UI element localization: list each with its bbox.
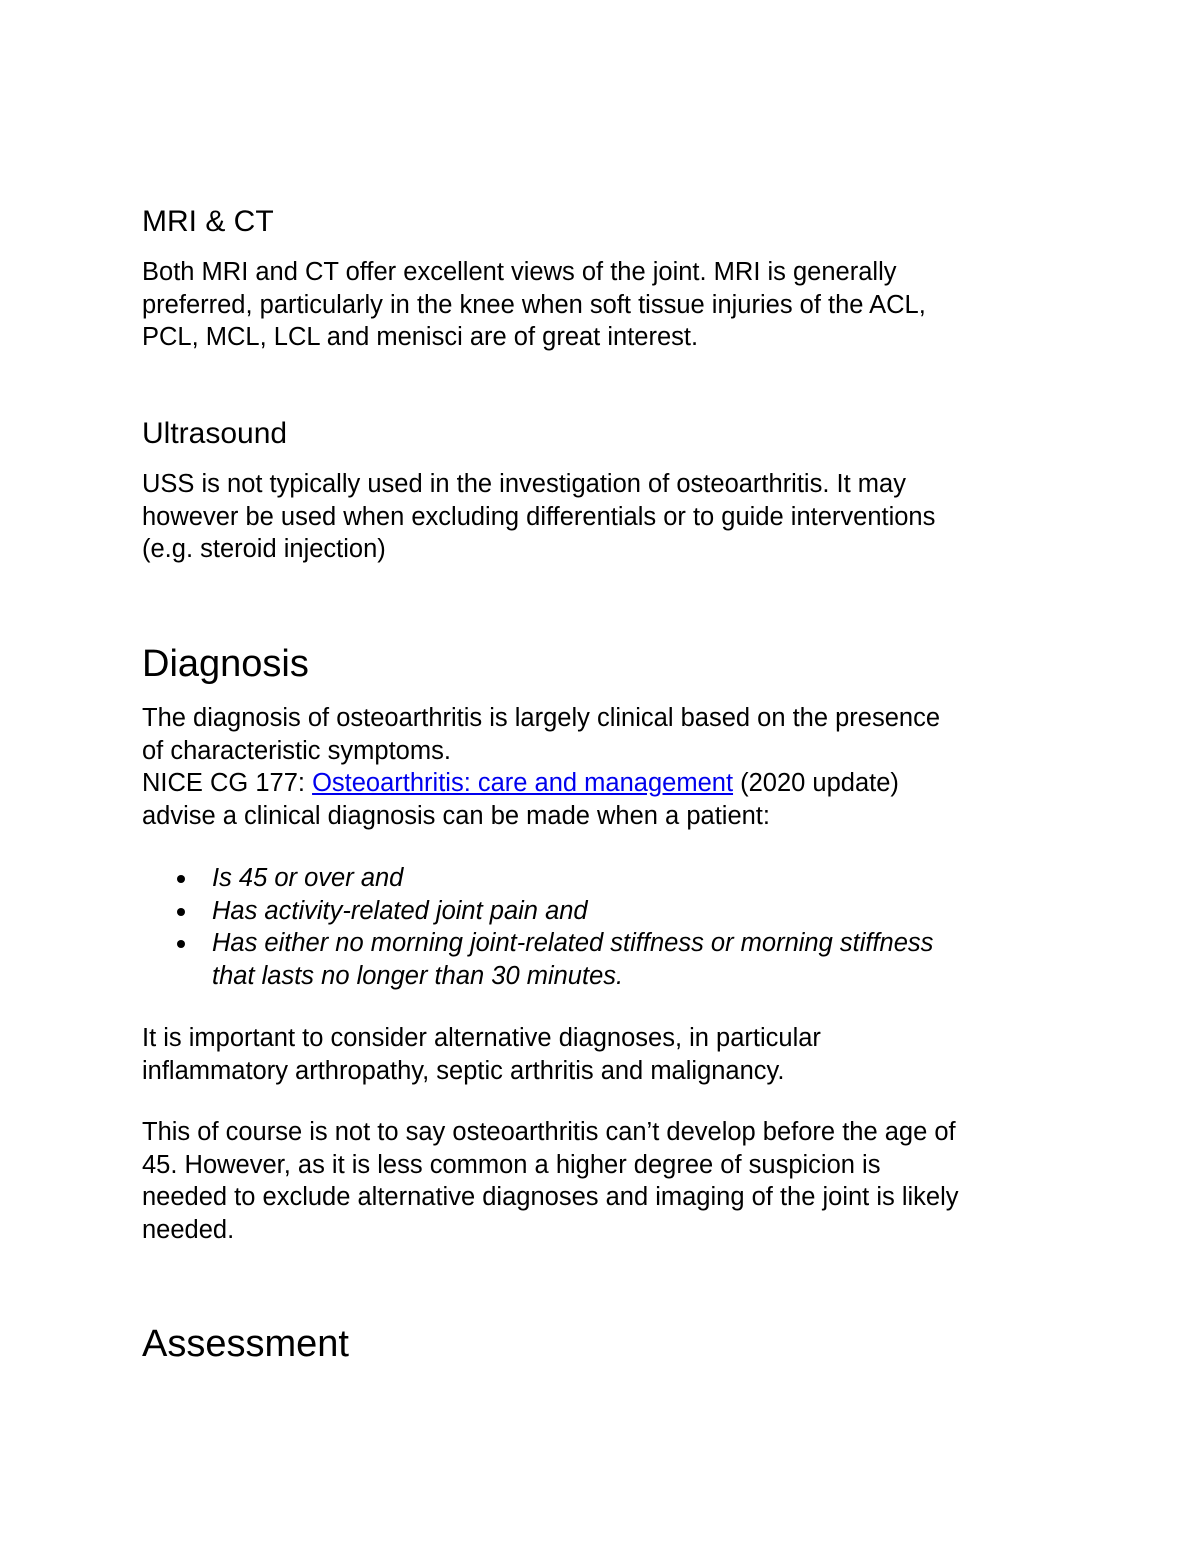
text-line: It is important to consider alternative diagnoses, in particular — [142, 1024, 821, 1052]
text-line: USS is not typically used in the investigation of osteoarthritis. It may — [142, 470, 906, 498]
text-line: Both MRI and CT offer excellent views of the joint. MRI is generally — [142, 258, 897, 286]
paragraph-ultrasound — [142, 468, 1072, 566]
nice-suffix: (2020 update) — [733, 769, 899, 797]
heading-assessment: Assessment — [142, 1323, 349, 1365]
text-line: inflammatory arthropathy, septic arthritis and malignancy. — [142, 1056, 785, 1085]
text-line: however be used when excluding differentials or to guide interventions — [142, 502, 936, 531]
text-line: advise a clinical diagnosis can be made when a patient: — [142, 801, 770, 830]
heading-mri-ct: MRI & CT — [142, 205, 274, 238]
diagnosis-criteria-list — [142, 862, 1072, 992]
paragraph-mri-ct — [142, 256, 1072, 354]
text-line: needed. — [142, 1215, 235, 1244]
bullet-icon — [177, 908, 185, 916]
bullet-icon — [177, 875, 185, 883]
paragraph-alternative-diagnoses — [142, 1022, 1072, 1087]
text-line: of characteristic symptoms. — [142, 736, 451, 765]
criteria-text: Has either no morning joint-related stiffness or morning stiffness — [212, 929, 934, 957]
list-item — [142, 862, 1072, 895]
nice-guideline-link[interactable]: Osteoarthritis: care and management — [312, 769, 734, 797]
paragraph-age-note — [142, 1116, 1072, 1246]
text-line: This of course is not to say osteoarthritis can’t develop before the age of — [142, 1118, 956, 1146]
text-line: preferred, particularly in the knee when soft tissue injuries of the ACL, — [142, 290, 926, 319]
heading-diagnosis: Diagnosis — [142, 643, 309, 685]
text-line: The diagnosis of osteoarthritis is largely clinical based on the presence — [142, 704, 941, 732]
heading-ultrasound: Ultrasound — [142, 417, 288, 450]
criteria-text-continued: that lasts no longer than 30 minutes. — [212, 961, 624, 990]
criteria-text: Is 45 or over and — [212, 864, 404, 892]
bullet-icon — [177, 940, 185, 948]
text-line: needed to exclude alternative diagnoses and imaging of the joint is likely — [142, 1183, 959, 1211]
nice-prefix: NICE CG 177: — [142, 769, 313, 797]
text-line: PCL, MCL, LCL and menisci are of great interest. — [142, 323, 699, 351]
list-item — [142, 927, 1072, 992]
paragraph-diagnosis-intro — [142, 702, 1072, 832]
text-line: (e.g. steroid injection) — [142, 535, 386, 563]
criteria-text: Has activity-related joint pain and — [212, 896, 588, 925]
list-item — [142, 895, 1072, 928]
text-line: 45. However, as it is less common a higher degree of suspicion is — [142, 1150, 881, 1179]
nice-reference-line — [142, 767, 1072, 800]
